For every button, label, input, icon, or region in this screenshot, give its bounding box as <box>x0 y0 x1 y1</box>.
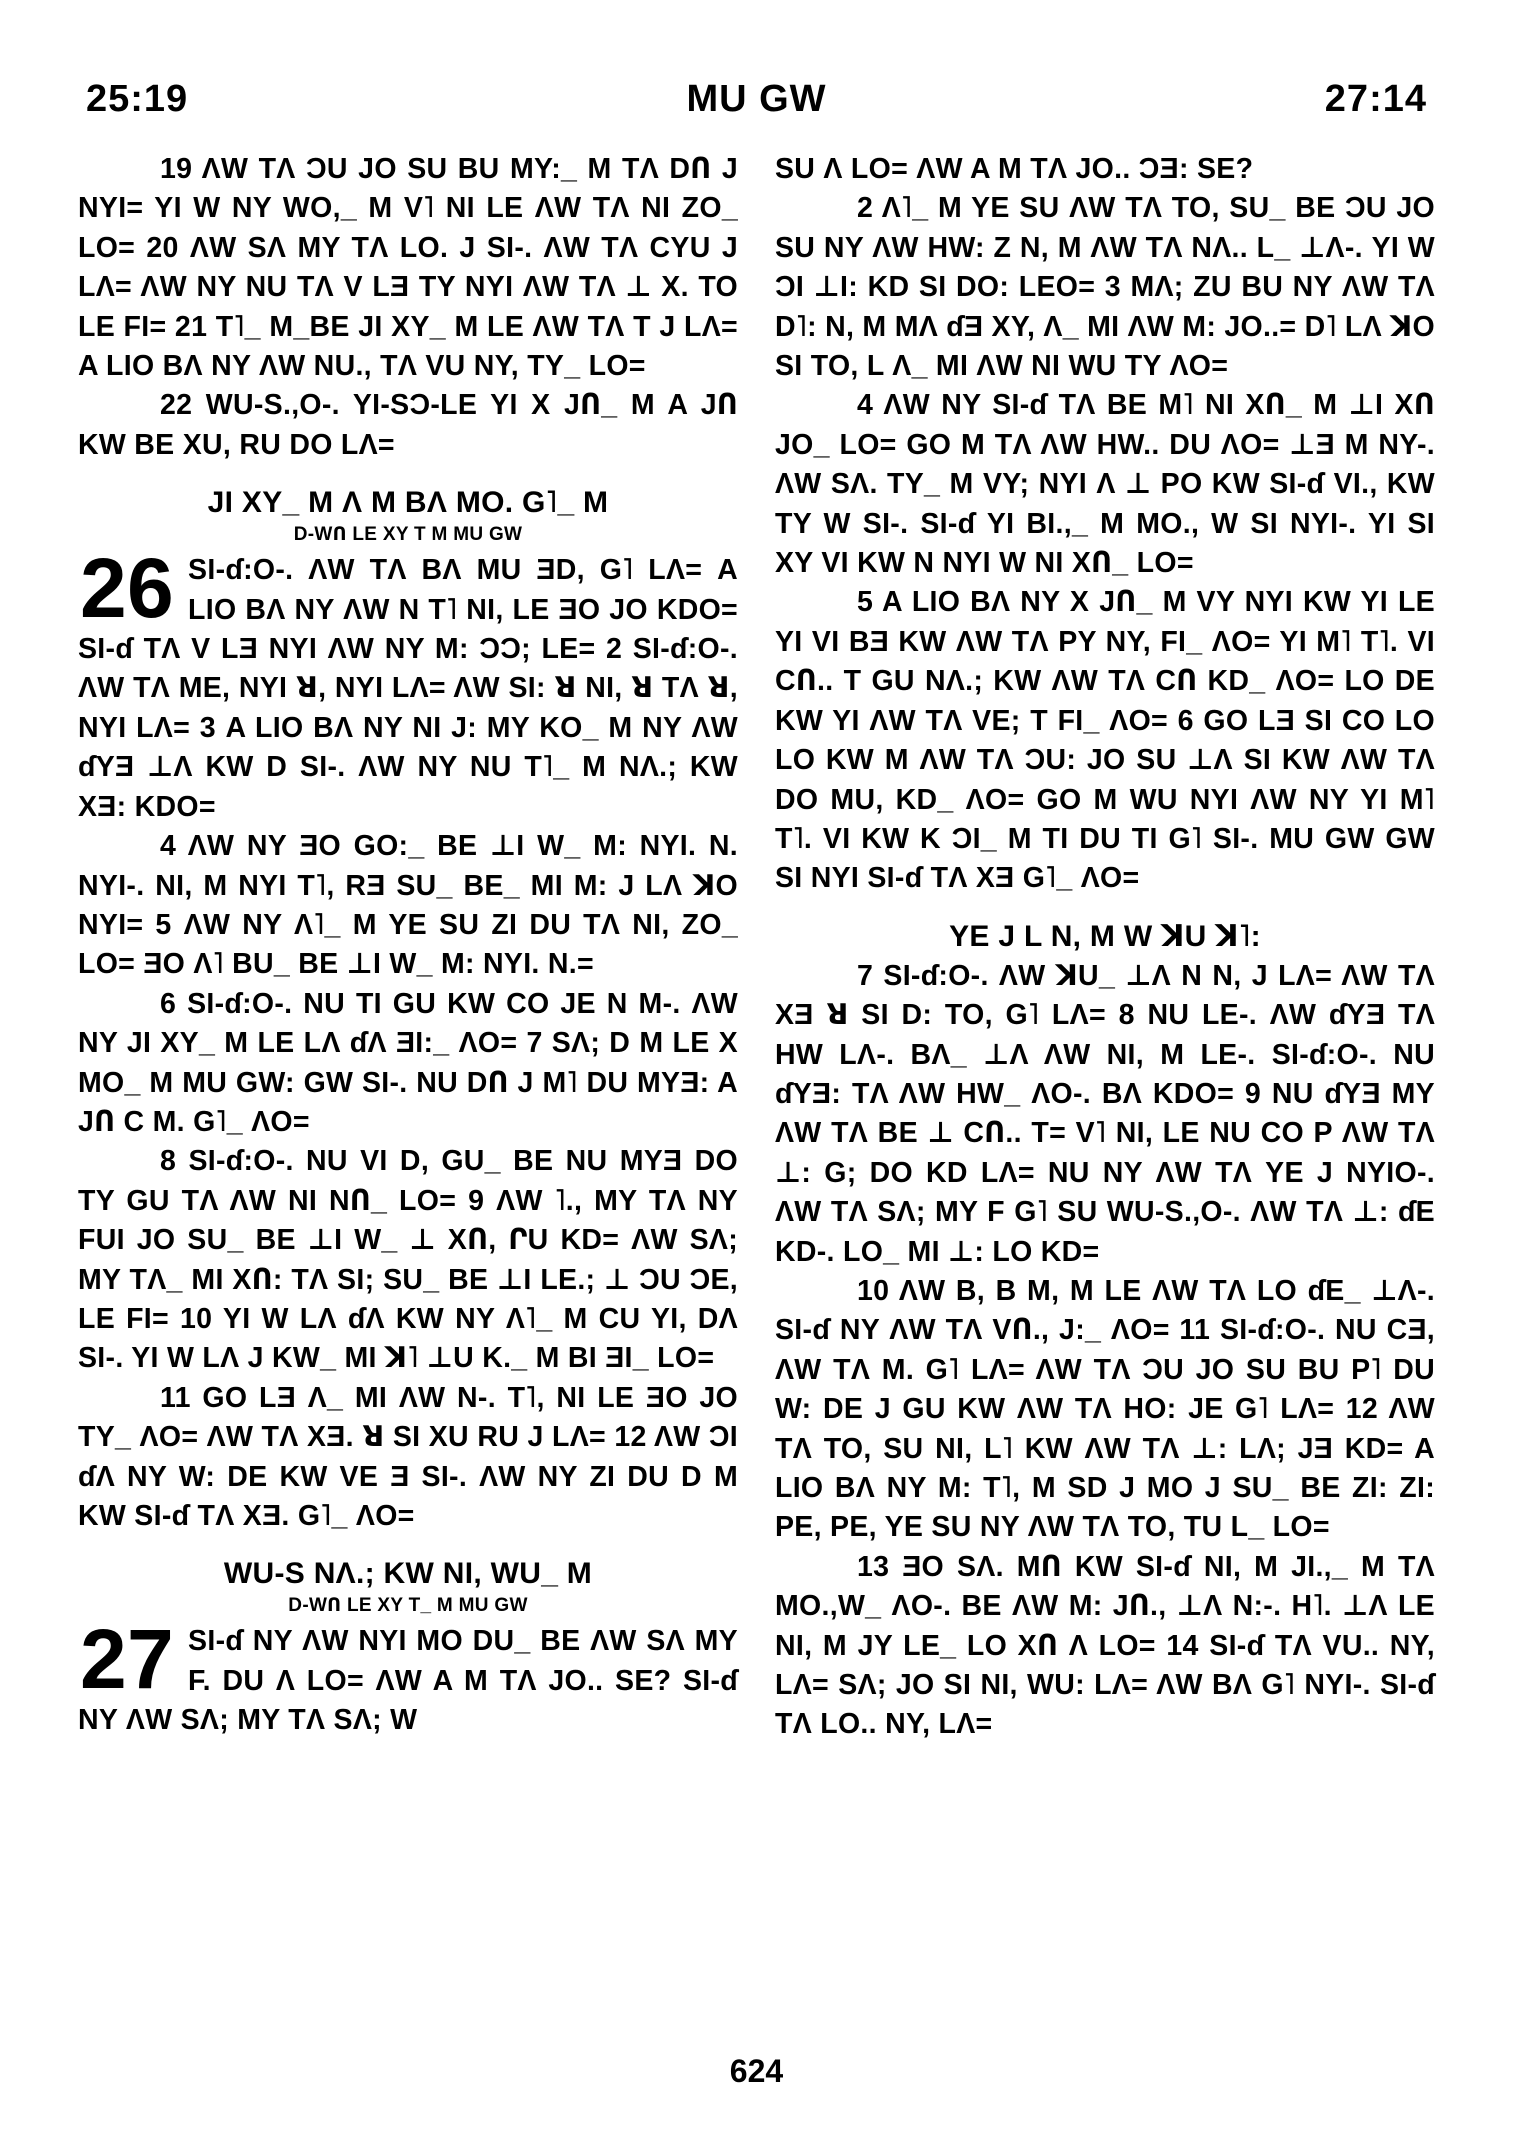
verse-paragraph: 7 SI-ɗ:O-. ΛW ꓘU_ ⊥Λ N N, J LΛ= ΛW TΛ XƎ ꓤ SI D: TO, G˥ LΛ= 8 NU LE-. ΛW ɗYƎ TΛ HW LΛ-. BΛ_ ⊥Λ ΛW NI, M LE-. SI-ɗ:O-. NU ɗYƎ: TΛ ΛW HW_ ΛO-. BΛ KDO= 9 NU ɗYƎ MY ΛW TΛ BE ⊥ CՈ.. T= V˥ NI, LE NU CO P ΛW TΛ ⊥: G; DO KD LΛ= NU NY ΛW TΛ YE J NYIO-. ΛW TΛ SΛ; MY F G˥ SU WU-S.,O-. ΛW TΛ ⊥: ɗE KD-. LO_ MI ⊥: LO KD= <box>775 959 1435 1268</box>
verse-paragraph: SI-ɗ NY ΛW NYI MO DU_ BE ΛW SΛ MY F. DU Λ LO= ΛW A M TΛ JO.. SE? SI-ɗ NY ΛW SΛ; MY TΛ SΛ; W <box>78 1625 738 1737</box>
chapter-block <box>78 1612 738 1740</box>
verse-paragraph: 6 SI-ɗ:O-. NU TI GU KW CO JE N M-. ΛW NY JI XY_ M LE LΛ ɗΛ ƎI:_ ΛO= 7 SΛ; D M LE X MO_ M MU GW: GW SI-. NU DՈ J M˥ DU MYƎ: A JՈ C M. G˥_ ΛO= <box>78 987 738 1138</box>
header-book-title: MU GW <box>686 78 827 120</box>
section-subheading: D-WՈ LE XY T M MU GW <box>293 524 523 546</box>
verse-paragraph: 19 ΛW TΛ ƆU JO SU BU MY:_ M TΛ DՈ J NYI= YI W NY WO,_ M V˥ NI LE ΛW TΛ NI ZO_ LO= 20 ΛW SΛ MY TΛ LO. J SI-. ΛW TΛ CYU J LΛ= ΛW NY NU TΛ V LƎ TY NYI ΛW TΛ ⊥ X. TO LE FI= 21 T˥_ M_BE JI XY_ M LE ΛW TΛ T J LΛ= A LIO BΛ NY ΛW NU., TΛ VU NY, TY_ LO= <box>78 153 738 383</box>
verse-paragraph: 2 Λ˥_ M YE SU ΛW TΛ TO, SU_ BE ƆU JO SU NY ΛW HW: Z N, M ΛW TΛ NΛ.. L_ ⊥Λ-. YI W ƆI ⊥I: KD SI DO: LEO= 3 MΛ; ZU BU NY ΛW TΛ D˥: N, M MΛ ɗƎ XY, Λ_ MI ΛW M: JO..= D˥ LΛ ꓘO SI TO, L Λ_ MI ΛW NI WU TY ΛO= <box>775 192 1435 383</box>
verse-paragraph: 4 ΛW NY ƎO GO:_ BE ⊥I W_ M: NYI. N. NYI-. NI, M NYI T˥, RƎ SU_ BE_ MI M: J LΛ ꓘO NYI= 5 ΛW NY Λ˥_ M YE SU ZI DU TΛ NI, ZO_ LO= ƎO Λ˥ BU_ BE ⊥I W_ M: NYI. N.= <box>78 830 738 981</box>
header-chapter-end: 27:14 <box>1324 78 1427 120</box>
header-chapter-start: 25:19 <box>86 78 189 120</box>
chapter-number: 26 <box>80 541 175 636</box>
verse-paragraph: 13 ƎO SΛ. MՈ KW SI-ɗ NI, M JI.,_ M TΛ MO.,W_ ΛO-. BE ΛW M: JՈ., ⊥Λ N:-. H˥. ⊥Λ LE NI, M JY LE_ LO XՈ Λ LO= 14 SI-ɗ TΛ VU.. NY, LΛ= SΛ; JO SI NI, WU: LΛ= ΛW BΛ G˥ NYI-. SI-ɗ TΛ LO.. NY, LΛ= <box>775 1550 1435 1741</box>
left-column <box>78 150 738 1741</box>
section-heading: YE J L N, M W ꓘU ꓘ˥: <box>949 919 1261 953</box>
verse-paragraph: 22 WU-S.,O-. YI-SƆ-LE YI X JՈ_ M A JՈ KW BE XU, RU DO LΛ= <box>78 389 738 461</box>
chapter-block <box>78 541 738 827</box>
section-subheading: D-WՈ LE XY T_ M MU GW <box>288 1595 528 1617</box>
verse-paragraph: 10 ΛW B, B M, M LE ΛW TΛ LO ɗE_ ⊥Λ-. SI-ɗ NY ΛW TΛ VՈ., J:_ ΛO= 11 SI-ɗ:O-. NU CƎ, ΛW TΛ M. G˥ LΛ= ΛW TΛ ƆU JO SU BU P˥ DU W: DE J GU KW ΛW TΛ HO: JE G˥ LΛ= 12 ΛW TΛ TO, SU NI, L˥ KW ΛW TΛ ⊥: LΛ; JƎ KD= A LIO BΛ NY M: T˥, M SD J MO J SU_ BE ZI: ZI: PE, PE, YE SU NY ΛW TΛ TO, TU L_ LO= <box>775 1274 1435 1544</box>
right-column <box>775 150 1435 1745</box>
page-number: 624 <box>729 2053 784 2089</box>
verse-paragraph: 5 A LIO BΛ NY X JՈ_ M VY NYI KW YI LE YI VI BƎ KW ΛW TΛ PY NY, FI_ ΛO= YI M˥ T˥. VI CՈ.. T GU NΛ.; KW ΛW TΛ CՈ KD_ ΛO= LO DE KW YI ΛW TΛ VE; T FI_ ΛO= 6 GO LƎ SI CO LO LO KW M ΛW TΛ ƆU: JO SU ⊥Λ SI KW ΛW TΛ DO MU, KD_ ΛO= GO M WU NYI ΛW NY YI M˥ T˥. VI KW K ƆI_ M TI DU TI G˥ SI-. MU GW GW SI NYI SI-ɗ TΛ XƎ G˥_ ΛO= <box>775 586 1435 895</box>
verse-paragraph: 4 ΛW NY SI-ɗ TΛ BE M˥ NI XՈ_ M ⊥I XՈ JO_ LO= GO M TΛ ΛW HW.. DU ΛO= ⊥Ǝ M NY-. ΛW SΛ. TY_ M VY; NYI Λ ⊥ PO KW SI-ɗ VI., KW TY W SI-. SI-ɗ YI BI.,_ M MO., W SI NYI-. YI SI XY VI KW N NYI W NI XՈ_ LO= <box>775 389 1435 580</box>
chapter-number: 27 <box>80 1612 175 1707</box>
verse-paragraph: 11 GO LƎ Λ_ MI ΛW N-. T˥, NI LE ƎO JO TY_ ΛO= ΛW TΛ XƎ. ꓤ SI XU RU J LΛ= 12 ΛW ƆI ɗΛ NY W: DE KW VE Ǝ SI-. ΛW NY ZI DU D M KW SI-ɗ TΛ XƎ. G˥_ ΛO= <box>78 1381 738 1532</box>
verse-paragraph: SI-ɗ:O-. ΛW TΛ BΛ MU ƎD, G˥ LΛ= A LIO BΛ NY ΛW N T˥ NI, LE ƎO JO KDO= SI-ɗ TΛ V LƎ NYI ΛW NY M: ƆƆ; LE= 2 SI-ɗ:O-. ΛW TΛ ME, NYI ꓤ, NYI LΛ= ΛW SI: ꓤ NI, ꓤ TΛ ꓤ, NYI LΛ= 3 A LIO BΛ NY NI J: MY KO_ M NY ΛW ɗYƎ ⊥Λ KW D SI-. ΛW NY NU T˥_ M NΛ.; KW XƎ: KDO= <box>78 554 738 823</box>
verse-paragraph: SU Λ LO= ΛW A M TΛ JO.. ƆƎ: SE? <box>775 153 1254 185</box>
section-heading: WU-S NΛ.; KW NI, WU_ M <box>223 1557 593 1591</box>
section-heading: JI XY_ M Λ M BΛ MO. G˥_ M <box>207 486 609 520</box>
verse-paragraph: 8 SI-ɗ:O-. NU VI D, GU_ BE NU MYƎ DO TY GU TΛ ΛW NI NՈ_ LO= 9 ΛW ˥., MY TΛ NY FUI JO SU_ BE ⊥I W_ ⊥ XՈ, ՐU KD= ΛW SΛ; MY TΛ_ MI XՈ: TΛ SI; SU_ BE ⊥I LE.; ⊥ ƆU ƆE, LE FI= 10 YI W LΛ ɗΛ KW NY Λ˥_ M CU YI, DΛ SI-. YI W LΛ J KW_ MI ꓘ˥ ⊥U K._ M BI ƎI_ LO= <box>78 1145 738 1375</box>
